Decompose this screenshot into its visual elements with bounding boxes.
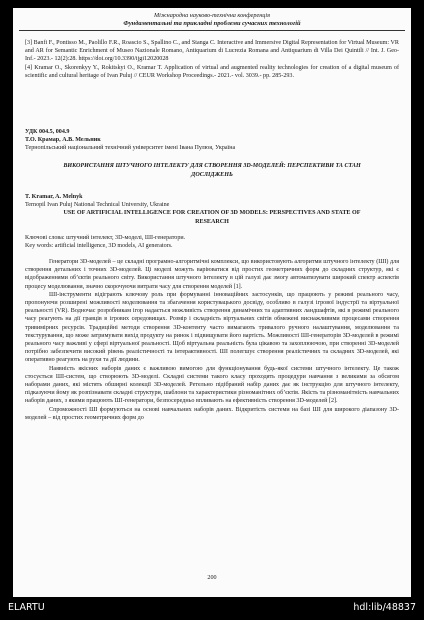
page-number: 200 xyxy=(207,575,217,581)
authors-ua: Т.О. Крамар, А.В. Мельник xyxy=(25,137,101,143)
document-page xyxy=(13,8,411,597)
paragraph: Спроможності ШІ формуються на основі навчальних наборів даних. Відкритість системи на базі ШІ для широкого діапазону 3D-моделей – від простих геометричних форм до xyxy=(25,406,399,421)
title-en: USE OF ARTIFICIAL INTELLIGENCE FOR CREATION OF 3D MODELS: PERSPECTIVES AND STATE OF RESEARCH xyxy=(63,210,361,225)
paragraph: Генератори 3D-моделей – це складні програмно-алгоритмічні комплекси, що використовують алгоритми штучного інтелекту (ШІ) для створення детальних і точних 3D-моделей. Ці моделі можуть варіюватися від простих геометричних форм до складних структур, які є відображеннями об’єктів реального світу. Використання штучного інтелекту в цій галузі дає змогу автоматизувати широкий спектр аспектів процесу моделювання, значно скорочуючи витрати часу для створення моделей [1]. xyxy=(25,259,399,290)
udc-code: УДК 004.5, 004.9 xyxy=(25,129,70,135)
footer-handle-label: hdl:lib/48837 xyxy=(353,602,416,613)
title-ua: ВИКОРИСТАННЯ ШТУЧНОГО ІНТЕЛЕКТУ ДЛЯ СТВОРЕННЯ 3D-МОДЕЛЕЙ: ПЕРСПЕКТИВИ ТА СТАН ДОСЛІДЖЕНЬ xyxy=(63,163,361,178)
reference-item: [4] Kramar O., Skorenkyy Y., Rokitskyi O., Kramar T. Application of virtual and augmented reality technologies for creation of a digital museum of scientific and cultural heritage of Ivan Puluj // CEUR Workshop Proceedings.- 2021.- vol. 3039.- pp. 285-293. xyxy=(25,64,399,79)
keywords-ua: Ключові слова: штучний інтелект, 3D-моделі, ШІ-генератори. xyxy=(25,235,186,241)
body-text xyxy=(25,258,399,422)
conference-subheader: Фундаментальні та прикладні проблеми сучасних технологій xyxy=(123,20,301,27)
references-section xyxy=(25,39,399,80)
footer-repository-label: ELARTU xyxy=(8,602,45,613)
affiliation-en: Ternopil Ivan Puluj National Technical University, Ukraine xyxy=(25,202,170,208)
footer-bar xyxy=(0,597,424,620)
conference-header: Міжнародна науково-технічна конференція xyxy=(154,12,270,19)
affiliation-ua: Тернопільський національний технічний університет імені Івана Пулюя, Україна xyxy=(25,145,236,151)
authors-en: T. Kramar, A. Melnyk xyxy=(25,194,83,200)
header-rule xyxy=(19,30,405,31)
keywords-en: Key words: artificial intelligence, 3D models, AI generators. xyxy=(25,243,173,249)
paragraph: Наявність якісних наборів даних є важливою вимогою для функціонування будь-якої системи штучного інтелекту. Це також стосується ШІ-систем, що створюють 3D-моделі. Складні системи такого класу проходять процедури навчання з великими за обсягом наборами даних, які містять обширні колекції 3D-моделей. Ретельно підібраний набір даних дає як інструкцію для штучного інтелекту, підказуючи йому як розпізнавати складні структури, шаблони та характеристики різноманітних об’єктів. Якість та різноманітність навчальних наборів даних, з якими працюють ШІ-генератори, безпосередньо впливають на ефективність створення 3D-моделей [2]. xyxy=(25,365,399,405)
paragraph: ШІ-інструменти відіграють ключову роль при формуванні інноваційних застосунків, що працюють у режимі реального часу, пропонуючи розширені можливості моделювання та збагачення користувацького досвіду, особливо в галузі ігрової індустрії та віртуальної реальності (VR). Водночас розробникам ігор надається можливість створення динамічних та адаптивних ландшафтів, які в режимі реального часу реагують на дії гравців в ігрових середовищах. Розмір і складність віртуальних світів обмежені виснажливими процесами створення тривимірних ресурсів. Традиційні методи створення 3D-контенту часто вимагають тривалого ручного налаштування, моделювання та текстурування, що може затримувати вихід продукту на ринок і підвищувати його вартість. Можливості ШІ-генераторів 3D-моделей в режимі реального часу важливі у сфері віртуальної реальності. Щоб віртуальна реальність була цікавою та захоплюючою, при створенні 3D-моделей потрібно забезпечити високий рівень реалістичності та інтерактивності. ШІ полегшує створення реалістичних та складних 3D-моделей, які оперативно реагують на рухи та дії людини. xyxy=(25,291,399,364)
reference-item: [3] Banfi F., Pontisso M., Paolillo F.R., Roascio S., Spallino C., and Stanga C. Interactive and Immersive Digital Representation for Virtual Museum: VR and AR for Semantic Enrichment of Museo Nazionale Romano, Antiquarium di Lucrezia Romana and Antiquarium di Villa Dei Quintili // Int. J. Geo-Inf.- 2023.- 12(2):28. https://doi.org/10.3390/ijgi12020028 xyxy=(25,40,399,63)
